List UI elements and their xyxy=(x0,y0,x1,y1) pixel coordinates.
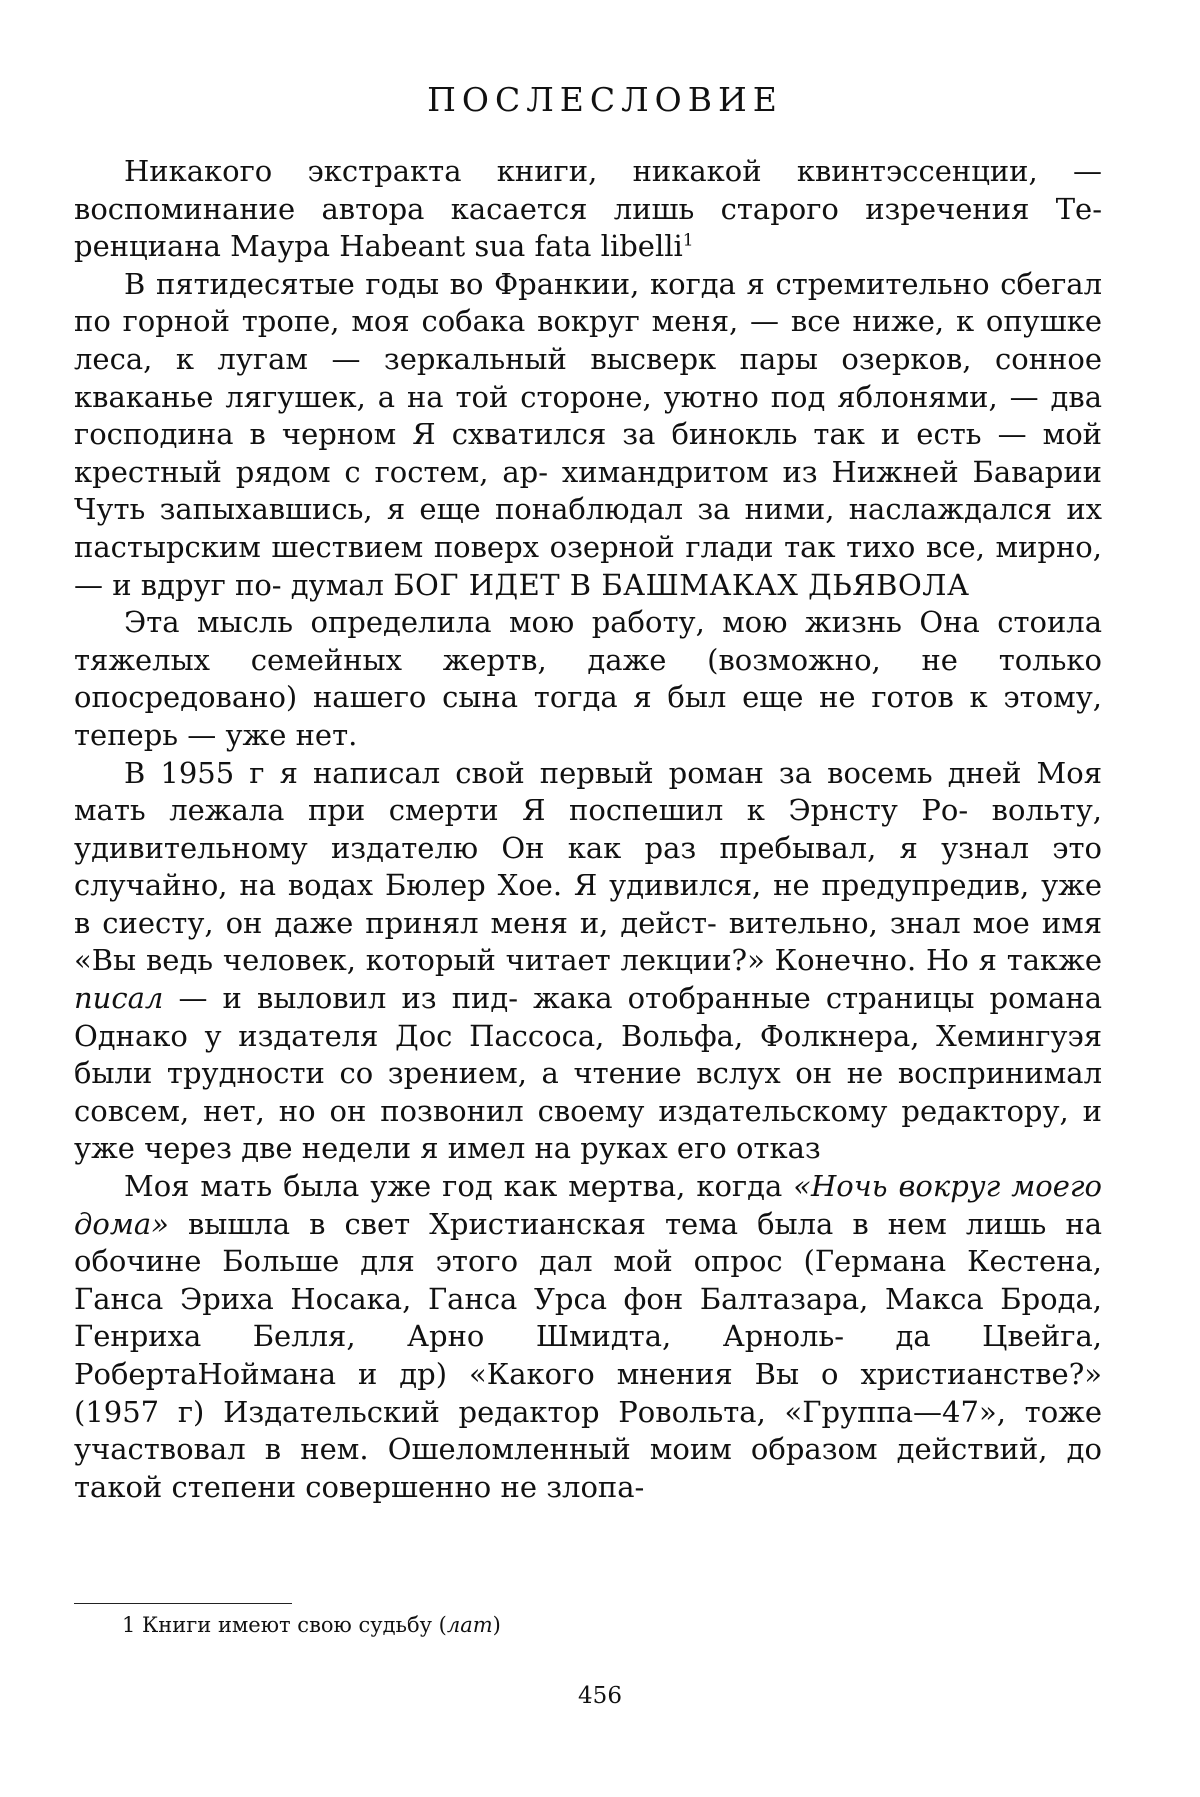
paragraph-4-text-start: В 1955 г я написал свой первый роман за восемь дней Моя мать лежала при смерти Я поспешил к Эрнсту Ро- вольту, удивительному издателю Он как раз пребывал, я узнал это случайно, на водах Бюлер Хое. Я удивился, не предупредив, уже в сиесту, он даже принял меня и, дейст- вительно, знал мое имя «Вы ведь человек, который читает лекции?» Конечно. Но я также xyxy=(74,755,1102,978)
paragraph-5-text-end: вышла в свет Христианская тема была в нем лишь на обочине Больше для этого дал мой опрос (Германа Кестена, Ганса Эриха Носака, Ганса Урса фон Балтазара, Макса Брода, Генриха Белля, Арно Шмидта, Арноль- да Цвейга, РобертаНоймана и др) «Какого мнения Вы о христианстве?» (1957 г) Издательский редактор Ровольта, «Группа—47», тоже участвовал в нем. Ошеломленный моим образом действий, до такой степени совершенно не злопа- xyxy=(74,1206,1102,1504)
paragraph-5-book-title: «Ночь вокруг моего дома» xyxy=(74,1169,1102,1241)
paragraph-4-italic-word: писал xyxy=(74,981,164,1016)
paragraph-2-caps-phrase: БОГ ИДЕТ В БАШМАКАХ ДЬЯВОЛА xyxy=(393,567,970,602)
footnote-marker: 1 xyxy=(122,1613,136,1637)
paragraph-4 xyxy=(74,755,1102,1169)
footnote-close: ) xyxy=(492,1613,501,1637)
chapter-heading: ПОСЛЕСЛОВИЕ xyxy=(427,80,783,119)
footnote-lang-abbrev: лат xyxy=(446,1613,493,1637)
footnote-text: Книги имеют свою судьбу ( xyxy=(135,1613,447,1637)
footnote-reference: 1 xyxy=(682,230,694,251)
paragraph-4-text-end: — и выловил из пид- жака отобранные страницы романа Однако у издателя Дос Пассоса, Вольфа, Фолкнера, Хемингуэя были трудности со зрением, а чтение вслух он не воспринимал совсем, нет, но он позвонил своему издательскому редактору, и уже через две недели я имел на руках его отказ xyxy=(74,981,1102,1166)
footnote-divider xyxy=(74,1603,292,1604)
page-number: 456 xyxy=(578,1683,622,1709)
paragraph-5-text-start: Моя мать была уже год как мертва, когда xyxy=(124,1169,794,1204)
paragraph-1-text: Никакого экстракта книги, никакой квинтэссенции, — воспоминание автора касается лишь старого изречения Те-ренциана Маура Habeant sua fata libelli xyxy=(74,154,1102,264)
paragraph-5 xyxy=(74,1168,1102,1506)
paragraph-2-text: В пятидесятые годы во Франкии, когда я стремительно сбегал по горной тропе, моя собака вокруг меня, — все ниже, к опушке леса, к лугам — зеркальный высверк пары озерков, сонное кваканье лягушек, а на той стороне, уютно под яблонями, — два господина в черном Я схватился за бинокль так и есть — мой крестный рядом с гостем, ар- химандритом из Нижней Баварии Чуть запыхавшись, я еще понаблюдал за ними, наслаждался их пастырским шествием поверх озерной глади так тихо все, мирно, — и вдруг по- думал xyxy=(74,266,1102,602)
paragraph-2 xyxy=(74,266,1102,604)
paragraph-1 xyxy=(74,153,1102,266)
body-text xyxy=(74,153,1102,1506)
footnote xyxy=(122,1611,501,1639)
page xyxy=(74,80,1102,1506)
paragraph-3 xyxy=(74,604,1102,754)
paragraph-3-text: Эта мысль определила мою работу, мою жизнь Она стоила тяжелых семейных жертв, даже (возможно, не только опосредовано) нашего сына тогда я был еще не готов к этому, теперь — уже нет. xyxy=(74,605,1102,752)
